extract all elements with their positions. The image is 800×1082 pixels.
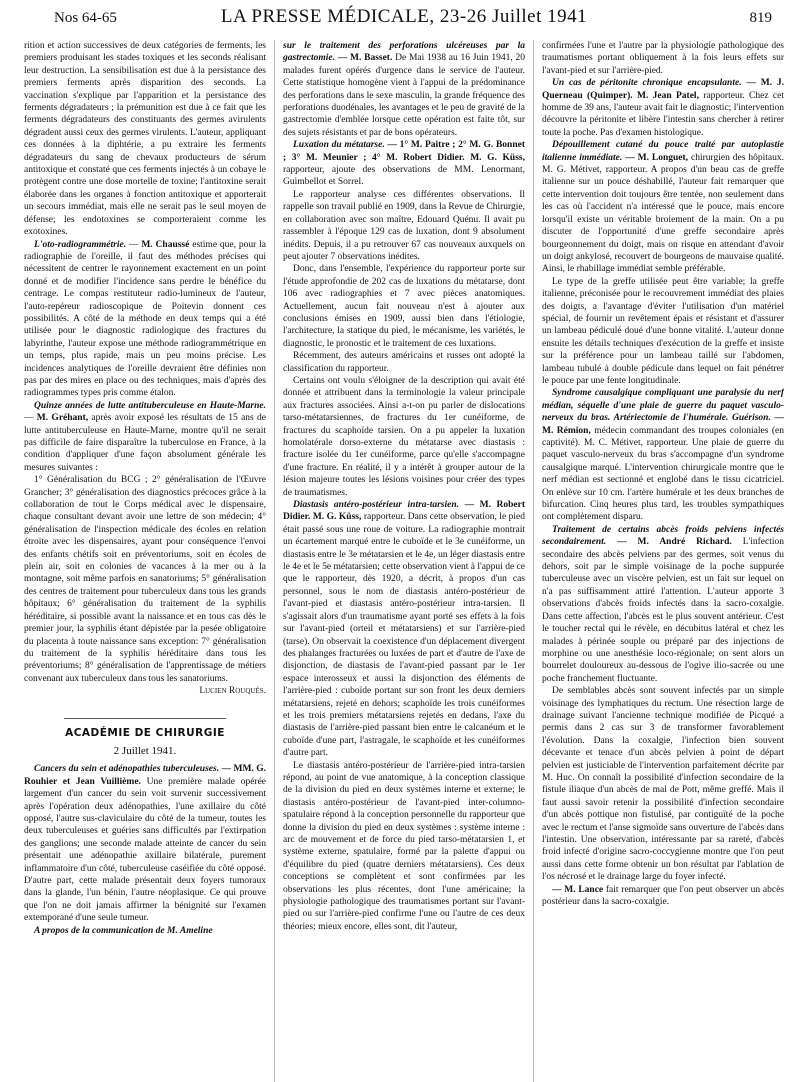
paragraph: De semblables abcès sont souvent infectés par un simple voisinage des lymphatiques du rectum. Une résection large de drainage suivant l'ancienne technique modifiée de Picqué a permis dans 2 cas sur 3 de transformer favorablement l'évolution. Dans la coxalgie, l'infection bien souvent décevante et tenace d'un abcès pelvien à point de départ pelvien est justiciable de l'intervention parfaitement décrite par M. Huc. On connaît la possibilité d'infection secondaire de la fistule iliaque d'un abcès de mal de Pott, même greffé. Mais il faut aussi savoir retenir la possibilité d'infection secondaire d'un abcès pottique non fistulisé, par contiguïté de la poche avec le rectum et l'anse sigmoïde sans ouverture de l'abcès dans l'intestin. Une observation, intéressante par sa rareté, d'abcès froid infecté d'origine sacro-coccygienne montre que l'on peut aussi dans cette forme obtenir un bon résultat par l'ablation de l'os nécrosé et le drainage large du foyer infecté. bbox=[542, 686, 784, 883]
article-author: — M. Rémion, bbox=[542, 413, 784, 436]
column-2 bbox=[274, 40, 525, 1082]
article-title: L'oto-radiogrammétrie. bbox=[34, 239, 127, 250]
issue-number: Nos 64-65 bbox=[54, 10, 117, 26]
article-text: estime que, pour la radiographie de l'oreille, il faut des méthodes précises qui nécessitent de centrer le rayonnement exactement en un point donné et de modifier l'incidence sans perdre le bénéfice du centrage. Le compas restituteur radio-lumineux de l'auteur, l'auto-repéreur radioscopique de Poitevin donnent ces possibilités. A côté de la méthode en deux temps qui a été utilisée pour le diagnostic radiologique des fractures du labyrinthe, l'auteur expose une méthode radiogrammétrique en un temps, plus rapide, mais un peu moins précise. Les incidences analytiques de l'oreille devraient être définies non pas par des mires en place ou des techniques, mais d'après des radiogrammes types pris comme étalon. bbox=[24, 239, 266, 399]
article-text: médecin commandant des troupes coloniales (en captivité). M. C. Métivet, rapporteur. Une plaie de guerre du paquet vasculo-nerveux du bras s'accompagne d'un syndrome causalgique marqué. L'intervention chirurgicale montre que le nerf médian est sectionné et englobé dans le tissu cicatriciel. On enlève sur 10 cm. l'artère humérale et les deux branches de bifurcation. Cinq heures plus tard, les troubles sympathiques ont complètement disparu. bbox=[542, 425, 784, 523]
article-text: rapporteur. Dans cette observation, le pied était passé sous une roue de voiture. La radiographie montrait un écartement marqué entre le cuboïde et le 3e cunéiforme, un diastasis entre le 3e métatarsien et le 4e, un léger diastasis entre le 4e et le 5e métatarsien; cette observation vient à l'appui de ce que le rapporteur, dès 1920, a décrit, à propos d'un cas personnel, sous le nom de diastasis antéro-postérieur de l'avant-pied et diastasis antéro-postérieur intra-tarsien. Il s'agissait alors d'un traumatisme ayant porté ses effets à la fois sur l'avant-pied (orteil et métatarsiens) et sur l'arrière-pied (tarse). On observait la coexistence d'un déplacement divergent des phalanges fracturées ou luxées de part et d'autre de l'axe de disjonction, de diastasis de l'avant-pied passant par le 1er espace interosseux et aussi la disjonction des éléments de l'arrière-pied : cuboïde portant sur son front les deux derniers métatarsiens, rejeté en dehors; scaphoïde les trois cunéiformes et les trois premiers métatarsiens rejetés en dedans, l'axe du diastasis de l'arrière-pied passant bien entre le calcanéum et le cuboïde d'une part, l'astragale, le scaphoïde et les cunéiformes d'autre part. bbox=[283, 512, 525, 759]
paragraph bbox=[542, 524, 784, 685]
article-author: — M. André Richard. bbox=[617, 537, 732, 548]
page-header bbox=[24, 0, 784, 44]
article-author: — 1° M. Paitre ; 2° M. G. Bonnet ; 3° M. Meunier ; 4° M. Robert Didier. M. G. Küss, bbox=[283, 140, 525, 163]
paragraph: rition et action successives de deux catégories de ferments, les premiers produisant les stades toxiques et les seconds réalisant leur destruction. La sensibilisation est due à la persistance des premiers ferments après disparition des seconds. La vaccination s'explique par l'apparition et la persistance des ferments dégradateurs ; la prémunition est due à ce fait que les ferments dégradateurs des constituants des germes avirulents dégradent aussi ceux des germes virulents. L'auteur, appliquant ces données à la diphtérie, a pu extraire les ferments dégradateurs du sang de chevaux producteurs de sérum antitoxique et constaté que ces ferments injectés à un cobaye le protègent contre une dose mortelle de toxine; l'antitoxine serait élaborée dans les organes à fonction antitoxique et apporterait un secours immédiat, mais elle ne serait pas le seul moyen de défense; les endotoxines se comporteraient comme les exotoxines. bbox=[24, 41, 266, 238]
article-title: Syndrome causalgique compliquant une paralysie du nerf médian, séquelle d'une plaie de guerre du paquet vasculo-nerveux du bras. Artériectomie de l'humérale. Guérison. bbox=[542, 388, 784, 424]
article-author: — M. Lance bbox=[552, 884, 604, 895]
paragraph bbox=[24, 925, 266, 937]
paragraph: Récemment, des auteurs américains et russes ont adopté la classification du rapporteur. bbox=[283, 351, 525, 374]
article-title: Quinze années de lutte antituberculeuse en Haute-Marne. bbox=[34, 400, 266, 411]
paragraph bbox=[542, 77, 784, 139]
article-text: rapporteur. Chez cet homme de 39 ans, l'auteur avait fait le diagnostic; l'intervention découvre la péritonite et libère l'intestin sans chercher à retirer toute la poche. Pas d'examen histologique. bbox=[542, 90, 784, 138]
article-title: Luxation du métatarse. bbox=[293, 140, 385, 151]
article-title: Cancers du sein et adénopathies tuberculeuses. bbox=[34, 764, 220, 775]
paragraph bbox=[542, 139, 784, 275]
paragraph bbox=[542, 884, 784, 909]
column-3 bbox=[533, 40, 784, 1082]
article-title: Diastasis antéro-postérieur intra-tarsien. bbox=[293, 500, 460, 511]
signature: Lucien Rouquès. bbox=[199, 686, 266, 697]
paragraph: L'oto-radiogrammétrie. — M. Chaussé estime que, pour la radiographie de l'oreille, il faut des méthodes précises qui nécessitent de centrer le rayonnement exactement en un point donné et de modifier l'incidence sans perdre le bénéfice du centrage. Le compas restituteur radio-lumineux de l'auteur, l'auto-repéreur radioscopique de Poitevin donnent ces possibilités. A côté de la méthode en deux temps qui a été utilisée pour le diagnostic radiologique des fractures du labyrinthe, l'auteur expose une méthode radiogrammétrique en un temps, plus rapide, mais un peu moins précise. Les incidences analytiques de l'oreille devraient être définies non pas par des mires en place ou des techniques, mais d'après des radiogrammes types pris comme étalon. bbox=[24, 239, 266, 399]
paragraph bbox=[24, 763, 266, 924]
article-text: De Mai 1938 au 16 Juin 1941, 20 malades furent opérés d'urgence dans le service de l'auteur. Cette statistique homogène vient à l'appui de la prédominance des perforations dans le sexe masculin, la grande fréquence des perforations duodénales, les avantages et le peu de gravité de la gastrectomie d'emblée lorsque cette opération est faite tôt, sur des sujets résistants et par de bons opérateurs. bbox=[283, 53, 525, 138]
page-number: 819 bbox=[749, 10, 772, 26]
paragraph: Le rapporteur analyse ces différentes observations. Il rappelle son travail publié en 1909, dans la Revue de Chirurgie, en collaboration avec son maître, Edouard Quénu. Il avait pu rassembler à l'époque 129 cas de luxation, dont 9 absolument inédits. Depuis, il a pu retrouver 67 cas nouveaux auxquels on peut ajouter 7 observations inédites. bbox=[283, 189, 525, 262]
article-author: — M. Basset. bbox=[337, 53, 393, 64]
paragraph: confirmées l'une et l'autre par la physiologie pathologique des traumatismes portant obliquement à la fois leurs effets sur l'avant-pied et sur l'arrière-pied. bbox=[542, 41, 784, 76]
article-author: M. Chaussé bbox=[141, 239, 190, 250]
article-author: — M. Robert Didier. M. G. Küss, bbox=[283, 500, 525, 523]
article-author: — M. J. Querneau (Quimper). M. Jean Patel, bbox=[542, 78, 784, 101]
article-text: rapporteur, ajoute des observations de MM. Lenormant, Guimbellot et Sorrel. bbox=[283, 165, 525, 188]
article-author: — M. Longuet, bbox=[625, 152, 689, 163]
paragraph: Le diastasis antéro-postérieur de l'arrière-pied intra-tarsien répond, au point de vue anatomique, à la conception classique de la division du pied en deux systèmes interne et externe; le diastasis antéro-postérieur de l'avant-pied inter-columno-spatulaire répond à la conception personnelle du rapporteur que donne la division du pied en deux systèmes : système interne : arc de mouvement et de force du pied tarso-métatarsien 1, et système externe, spatulaire, formé par la palette d'appui ou d'équilibre du pied (quatre derniers métatarsiens). Ces deux conceptions se complètent et sont confirmées par les observations les plus récentes, dont l'une américaine; la physiologie pathologique des traumatismes portant sur l'avant-pied ou sur l'arrière-pied confirme l'une ou l'autre de ces deux théories; mieux encore, elles sont, dit l'auteur, bbox=[283, 760, 525, 932]
text-columns bbox=[24, 40, 784, 1082]
paragraph bbox=[283, 139, 525, 189]
paragraph: Donc, dans l'ensemble, l'expérience du rapporteur porte sur l'étude approfondie de 202 cas de luxations du métatarse, dont 106 avec radiographies et 7 avec pièces anatomiques. Actuellement, aucun fait nouveau n'est à ajouter aux conclusions émises en 1909, aussi bien dans l'étiologie, l'architecture, la statique du pied, le mécanisme, les variétés, le diagnostic, le pronostic et le traitement de ces luxations. bbox=[283, 264, 525, 349]
paragraph: Quinze années de lutte antituberculeuse en Haute-Marne. — M. Gréhant, après avoir exposé les résultats de 15 ans de lutte antituberculeuse en Haute-Marne, montre qu'il ne serait pas difficile de faire disparaître la tuberculose en France, à la condition d'appliquer d'une façon absolument générale les mesures suivantes : bbox=[24, 400, 266, 473]
article-author: — MM. G. Rouhier et Jean Vuillième. bbox=[24, 764, 266, 787]
article-title: Traitement de certains abcès froids pelviens infectés secondairement. bbox=[542, 524, 784, 548]
article-text: L'infection secondaire des abcès pelviens par des germes, soit venus du dehors, soit par le simple voisinage de la poche suppurée tuberculeuse avec un viscère pelvien, est un fait sur lequel on n'a pas suffisamment attiré l'attention. L'auteur apporte 3 observations d'abcès froids infectés dans la sacro-coxalgie. Dans cette affection, l'abcès est le plus souvent antérieur. C'est le toucher rectal qui le révèle, en décubitus latéral et chez les malades à périnée souple ou préparé par des injections de morphine ou une anesthésie loco-régionale; on sent alors un bourrelet douloureux au-dessous de l'ogive ilio-sacrée ou une poche franchement fluctuante. bbox=[542, 537, 784, 684]
article-title: Dépouillement cutané du pouce traité par autoplastie italienne immédiate. bbox=[542, 140, 784, 163]
article-title: sur le traitement des perforations ulcéreuses par la gastrectomie. bbox=[283, 41, 525, 64]
article-title: A propos de la communication de M. Ameline bbox=[34, 925, 213, 936]
paragraph: Le type de la greffe utilisée peut être variable; la greffe italienne, préconisée pour le recouvrement immédiat des plaies des doigts, a l'avantage d'éviter l'utilisation d'un matériel spécial, de fournir un revêtement épais et résistant et d'assurer un lambeau pédiculé doué d'une bonne vitalité. L'auteur donne ensuite les détails techniques d'exécution de la greffe et insiste sur la préférence pour un lambeau taillé sur l'abdomen, lambeau tubulé à double pédicule dans lequel on fait pénétrer le pouce par une fente longitudinale. bbox=[542, 276, 784, 386]
article-title: Un cas de péritonite chronique encapsulante. bbox=[552, 78, 742, 89]
section-heading: ACADÉMIE DE CHIRURGIE bbox=[65, 726, 225, 739]
journal-title: LA PRESSE MÉDICALE, 23-26 Juillet 1941 bbox=[220, 6, 588, 27]
paragraph bbox=[283, 499, 525, 760]
article-author: M. Gréhant, bbox=[36, 413, 89, 424]
paragraph bbox=[283, 40, 525, 139]
article-text: Une première malade opérée largement d'un cancer du sein voit survenir successivement après l'opération deux adénopathies, l'une axillaire du côté opposé, l'autre sus-claviculaire du côté de la tumeur, toutes les deux tuberculeuses et guéries sans difficultés par l'extirpation des ganglions; une seconde malade atteinte de cancer du sein présentait une adénopathie axillaire bilatérale, purement inflammatoire d'un côté, tuberculeuse caséifiée du côté opposé. D'autre part, cette malade présentait deux foyers tumoraux dans la glande, l'un bénin, l'autre néoplasique. Ce qui prouve que l'on ne doit jamais affirmer la bénignité sur l'examen extemporané d'une seule tumeur. bbox=[24, 776, 266, 924]
section-date: 2 Juillet 1941. bbox=[113, 744, 177, 757]
paragraph: Certains ont voulu s'éloigner de la description qui avait été donnée et attribuent dans la terminologie la valeur principale aux fractures associées. Ainsi a-t-on pu parler de dislocations tarso-métatarsiennes, de fractures du 1er cunéiforme, de fractures du scaphoïde tarsien. On a pu appeler la luxation homolatérale dorso-externe du métatarse avec diastasis : fracture isolée du 1er cunéiforme, parce qu'elle s'accompagne d'une fracture. En réalité, il y a intérêt à grouper autour de la lésion majeure toutes les lésions voisines pour créer des types de traumatismes. bbox=[283, 375, 525, 498]
column-1 bbox=[24, 40, 266, 1082]
article-text: fait remarquer que l'on peut observer un abcès postérieur dans la sacro-coxalgie. bbox=[542, 884, 784, 908]
article-text: chirurgien des hôpitaux. M. G. Métivet, rapporteur. A propos d'un beau cas de greffe italienne sur un pouce déshabillé, l'auteur fait remarquer que cette intervention doit toujours être tentée, non seulement dans les cas où l'accident n'a intéressé que le pouce, mais encore lorsqu'il existe un véritable broiement de la main. On a pu discuter de l'opportunité d'une greffe secondaire après bourgeonnement du doigt, mais on risque en attendant d'avoir un doigt ankylosé, recouvert de bourgeons de mauvaise qualité. Ainsi, le rhabillage immédiat semble préférable. bbox=[542, 152, 784, 275]
paragraph bbox=[542, 387, 784, 523]
section-divider bbox=[64, 718, 226, 719]
article-text: après avoir exposé les résultats de 15 ans de lutte antituberculeuse en Haute-Marne, montre qu'il ne serait pas difficile de faire disparaître la tuberculose en France, à la condition d'appliquer d'une façon absolument générale les mesures suivantes : bbox=[24, 413, 266, 473]
paragraph: 1° Généralisation du BCG ; 2° généralisation de l'Œuvre Grancher; 3° généralisation des diagnostics précoces grâce à la collaboration de tout le Corps médical avec le dispensaire, chaque consultant devant avoir une lettre de son médecin; 4° généralisation de l'inspection médicale des écoles en relation étroite avec les dispensaires, ayant pour conséquence l'envoi des enfants chétifs soit en préventoriums, soit en écoles de plein air, soit en colonies de vacances à la mer ou à la montagne, soit même parfois en sanatoriums; 5° généralisation des centres de traitement pour tuberculeux dans tous les grands hôpitaux; 6° généralisation du traitement de la syphilis héréditaire, si possible avant la naissance et en tous cas dès le premier jour, la syphilis étant dépistée par la pesée obligatoire du placenta à toute naissance sans exception: 7° généralisation du traitement de la syphilis héréditaire dans tous les préventoriums; 8° généralisation de l'apprentissage de métiers convenant aux tuberculeux dans tous les sanatoriums. bbox=[24, 475, 266, 684]
